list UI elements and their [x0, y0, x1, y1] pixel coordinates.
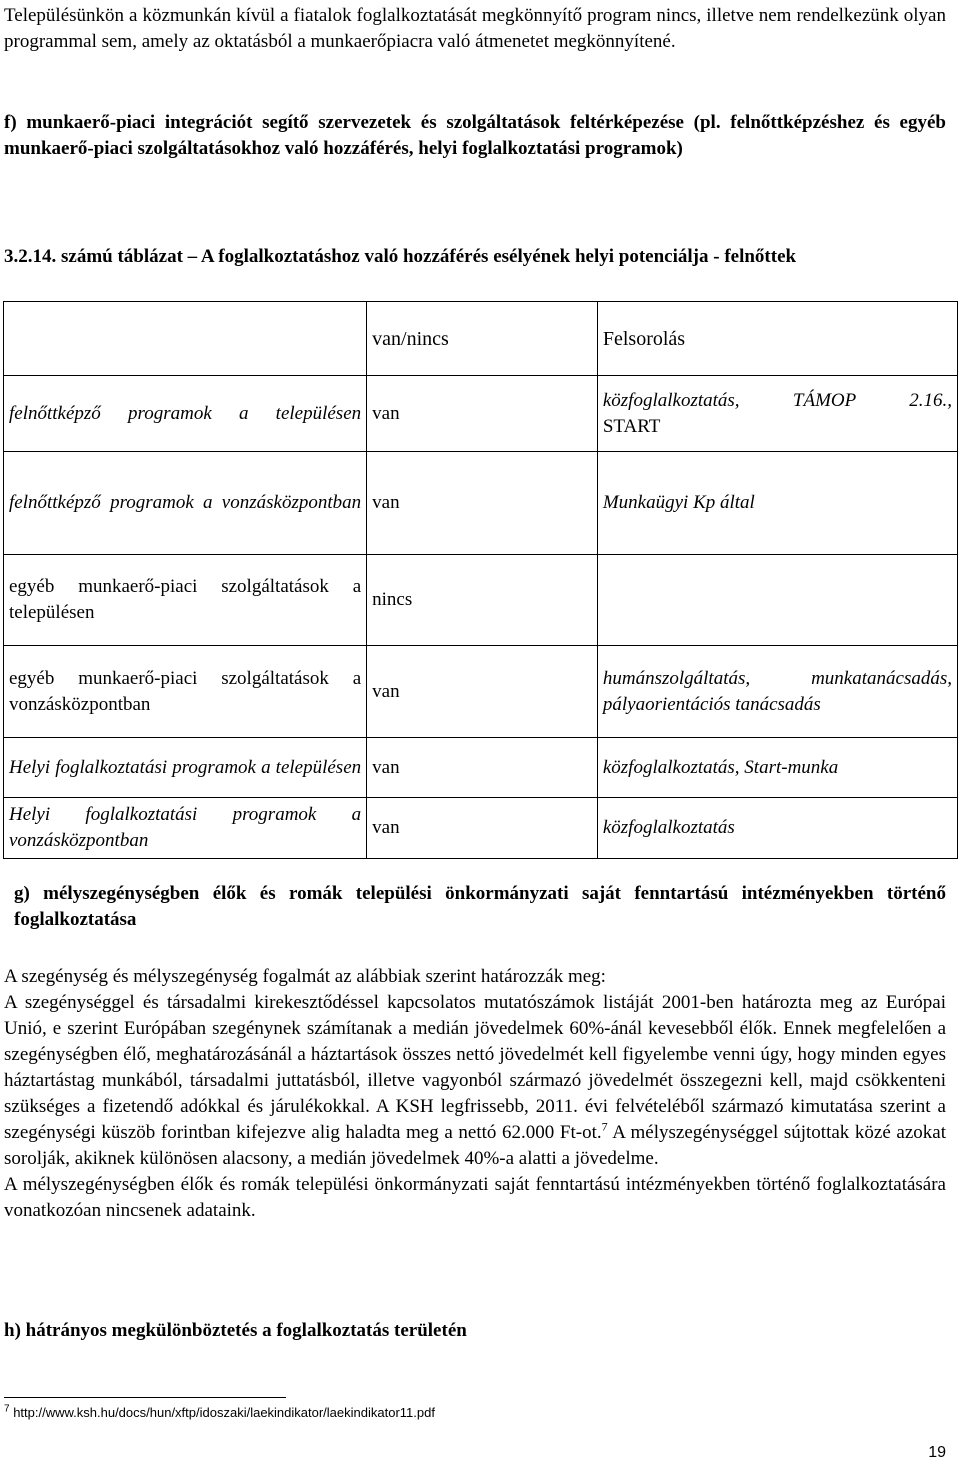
table-row	[4, 452, 958, 555]
row-status: van	[367, 376, 598, 452]
footnote-url: http://www.ksh.hu/docs/hun/xftp/idoszaki/laekindikator/laekindikator11.pdf	[13, 1405, 435, 1420]
header-cell-status: van/nincs	[367, 302, 598, 376]
row-label: felnőttképző programok a vonzásközpontban	[4, 452, 367, 555]
access-potential-table	[3, 301, 958, 859]
row-list: Munkaügyi Kp által	[597, 452, 957, 555]
row-label: egyéb munkaerő-piaci szolgáltatások a településen	[4, 555, 367, 646]
footnote-reference: 7	[601, 1119, 608, 1134]
row-list	[597, 376, 957, 452]
row-list: közfoglalkoztatás	[597, 798, 957, 859]
row-status: van	[367, 738, 598, 798]
row-list-extra: START	[602, 415, 661, 437]
row-label: Helyi foglalkoztatási programok a településen	[4, 738, 367, 798]
row-status: nincs	[367, 555, 598, 646]
table-caption: 3.2.14. számú táblázat – A foglalkoztatáshoz való hozzáférés esélyének helyi potenciálja - felnőttek	[4, 246, 797, 267]
table-header-row	[4, 302, 958, 376]
footnote-mark: 7	[4, 1403, 10, 1415]
paragraph-poverty-part-b: A mélyszegénységgel sújtottak közé azokat sorolják, akiknek különösen alacsony, a medián jövedelmek 40%-a alatti a jövedelme.	[4, 1122, 947, 1169]
footnote	[4, 1404, 435, 1422]
paragraph-poverty-part-a: A szegénységgel és társadalmi kirekesztődéssel kapcsolatos mutatószámok listáját 2001-ben határozta meg az Európai Unió, e szerint Európában szegénynek számítanak a medián jövedelmek 60%-ánál kevesebből élők. Ennek megfelelően a szegénységben élő, meghatározásánál a háztartások összes nettó jövedelmét kell figyelembe venni úgy, hogy minden egyes háztartástag munkából, társadalmi juttatásból, illetve vagyonból származó jövedelmét összegezni kell, majd csökkenteni szükséges a fizetendő adókkal és járulékokkal. A KSH legfrissebb, 2011. évi felvételéből származó kimutatása szerint a szegénységi küszöb forintban kifejezve alig haladta meg a nettó 62.000 Ft-ot.	[4, 992, 946, 1143]
row-list-text: közfoglalkoztatás, TÁMOP 2.16.,	[602, 389, 952, 411]
table-row	[4, 376, 958, 452]
table-row	[4, 646, 958, 738]
row-status: van	[367, 452, 598, 555]
row-label: felnőttképző programok a településen	[4, 376, 367, 452]
intro-paragraph: Településünkön a közmunkán kívül a fiatalok foglalkoztatását megkönnyítő program nincs, illetve nem rendelkezünk olyan programmal sem, amely az oktatásból a munkaerőpiacra való átmenetet megkönnyítené.	[4, 5, 946, 52]
page-number: 19	[928, 1444, 946, 1461]
row-status: van	[367, 646, 598, 738]
row-list	[597, 555, 957, 646]
header-cell-empty	[4, 302, 367, 376]
section-g-heading: g) mélyszegénységben élők és romák települési önkormányzati saját fenntartású intézményekben történő foglalkoztatása	[14, 883, 946, 930]
row-status: van	[367, 798, 598, 859]
section-f-heading: f) munkaerő-piaci integrációt segítő szervezetek és szolgáltatások feltérképezése (pl. felnőttképzéshez és egyéb munkaerő-piaci szolgáltatásokhoz való hozzáférés, helyi foglalkoztatási programok)	[4, 112, 946, 159]
footnote-divider	[4, 1397, 286, 1398]
section-h-heading: h) hátrányos megkülönböztetés a foglalkoztatás területén	[4, 1320, 467, 1341]
paragraph-definition-intro: A szegénység és mélyszegénység fogalmát az alábbiak szerint határozzák meg:	[4, 966, 606, 987]
row-label: Helyi foglalkoztatási programok a vonzásközpontban	[4, 798, 367, 859]
paragraph-no-data: A mélyszegénységben élők és romák települési önkormányzati saját fenntartású intézményekben történő foglalkoztatására vonatkozóan nincsenek adataink.	[4, 1174, 946, 1221]
row-list: humánszolgáltatás, munkatanácsadás, pályaorientációs tanácsadás	[597, 646, 957, 738]
row-label: egyéb munkaerő-piaci szolgáltatások a vonzásközpontban	[4, 646, 367, 738]
body-text	[4, 964, 946, 1224]
row-list: közfoglalkoztatás, Start-munka	[597, 738, 957, 798]
header-cell-list: Felsorolás	[597, 302, 957, 376]
table-row	[4, 555, 958, 646]
table-row	[4, 738, 958, 798]
table-row	[4, 798, 958, 859]
paragraph-poverty-definition	[4, 990, 946, 1172]
